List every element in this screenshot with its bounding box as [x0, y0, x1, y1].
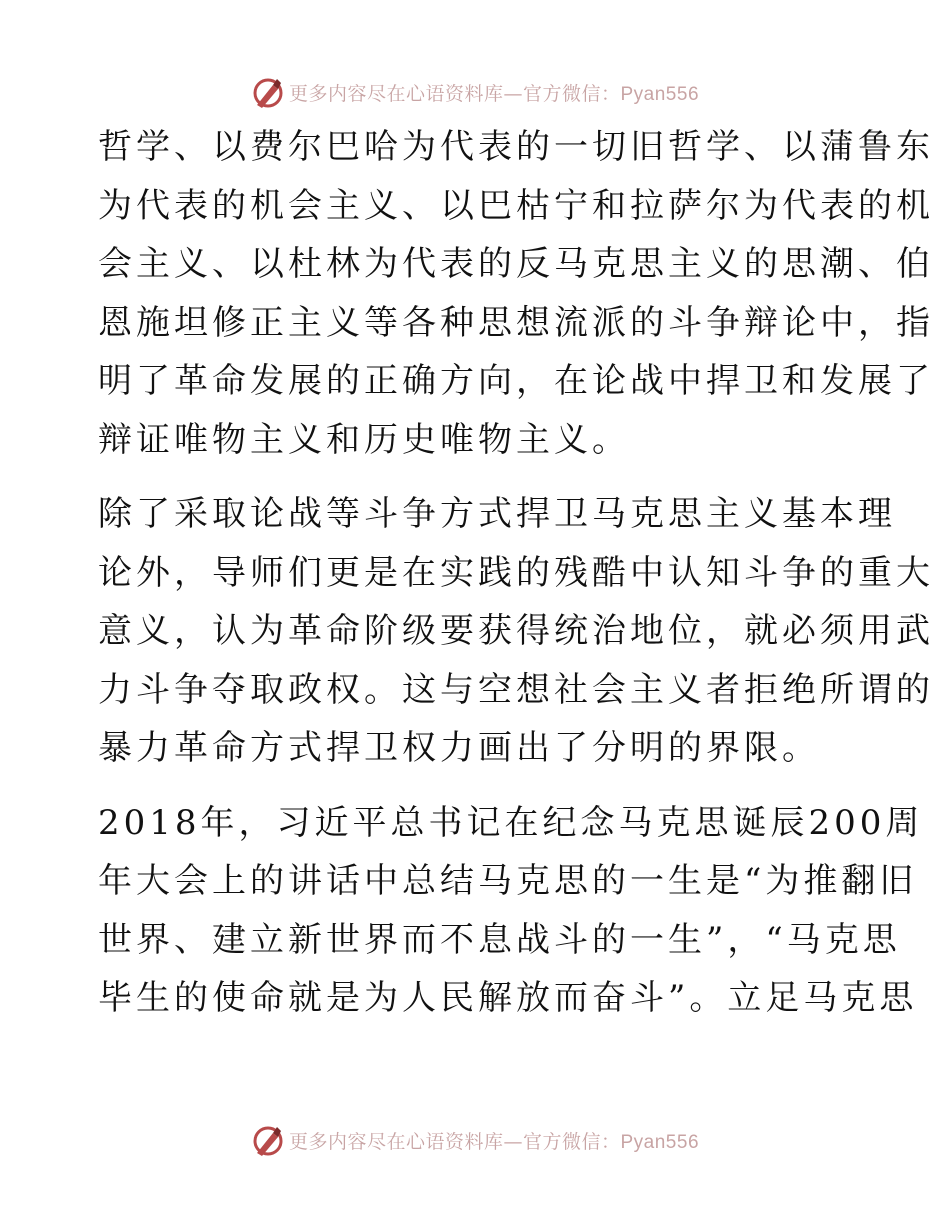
text-line: 论外，导师们更是在实践的残酷中认知斗争的重大	[98, 552, 934, 593]
text-line: 明了革命发展的正确方向，在论战中捍卫和发展了	[98, 361, 934, 401]
header-watermark	[0, 72, 950, 112]
document-body	[98, 118, 934, 1028]
watermark-text: 更多内容尽在心语资料库—官方微信：Pyan556	[288, 82, 700, 105]
text-line: 意义，认为革命阶级要获得统治地位，就必须用武	[98, 611, 934, 651]
text-line: 年大会上的讲话中总结马克思的一生是“为推翻旧	[98, 861, 918, 901]
text-line: 2018年，习近平总书记在纪念马克思诞辰200周	[98, 802, 924, 843]
text-line: 暴力革命方式捍卫权力画出了分明的界限。	[98, 728, 820, 768]
text-line: 力斗争夺取政权。这与空想社会主义者拒绝所谓的	[98, 669, 934, 710]
watermark-text: 更多内容尽在心语资料库—官方微信：Pyan556	[288, 1130, 700, 1153]
footer-watermark	[0, 1120, 950, 1160]
text-line: 会主义、以杜林为代表的反马克思主义的思潮、伯	[98, 244, 934, 284]
text-line: 辩证唯物主义和历史唯物主义。	[98, 419, 630, 460]
text-line: 恩施坦修正主义等各种思想流派的斗争辩论中，指	[98, 302, 934, 343]
pen-circle-logo-icon	[251, 1123, 285, 1157]
text-line: 毕生的使命就是为人民解放而奋斗”。立足马克思	[98, 978, 918, 1018]
paragraph-2	[98, 485, 934, 778]
paragraph-1	[98, 118, 934, 469]
text-line: 除了采取论战等斗争方式捍卫马克思主义基本理	[98, 494, 896, 534]
text-line: 世界、建立新世界而不息战斗的一生”，“马克思	[98, 919, 901, 960]
text-line: 为代表的机会主义、以巴枯宁和拉萨尔为代表的机	[98, 185, 934, 226]
pen-circle-logo-icon	[251, 75, 285, 109]
text-line: 哲学、以费尔巴哈为代表的一切旧哲学、以蒲鲁东	[98, 127, 934, 167]
paragraph-3	[98, 794, 924, 1028]
